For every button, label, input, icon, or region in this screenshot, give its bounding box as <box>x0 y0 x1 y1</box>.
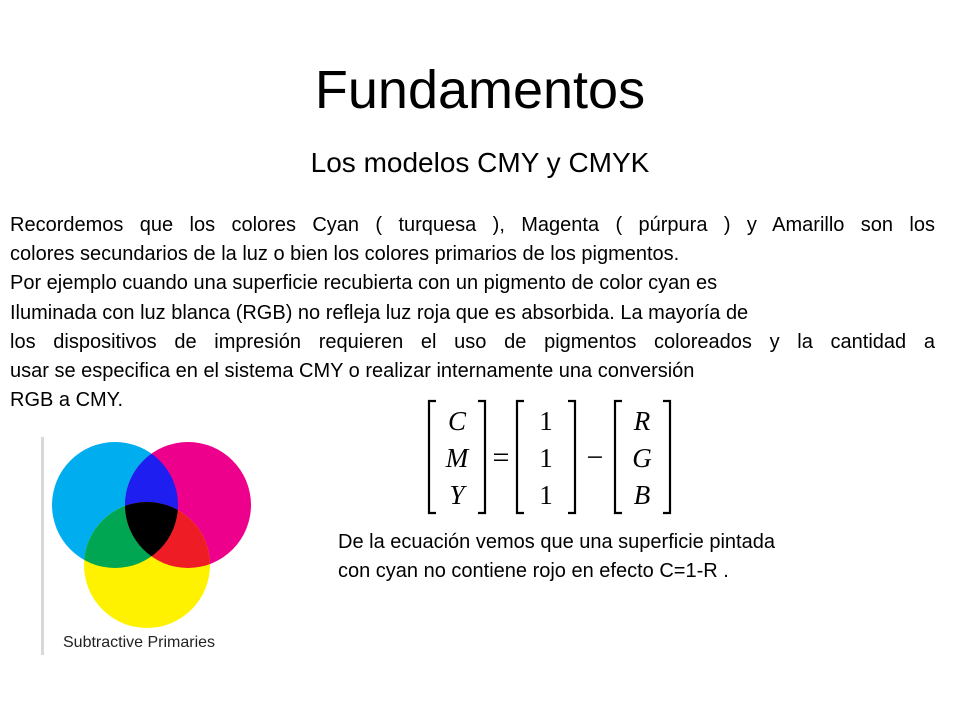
one-1: 1 <box>539 406 553 436</box>
rhs-right-bracket <box>663 401 670 513</box>
slide-subtitle: Los modelos CMY y CMYK <box>310 147 650 178</box>
paragraph-line: Recordemos que los colores Cyan ( turquesa ), Magenta ( púrpura ) y Amarillo son los <box>10 214 935 236</box>
paragraph-line: los dispositivos de impresión requieren el uso de pigmentos coloreados y la cantidad a <box>10 330 935 353</box>
body-paragraph <box>10 211 935 415</box>
lhs-m: M <box>445 443 469 473</box>
cmy-equation <box>424 395 676 519</box>
paragraph-line: Por ejemplo cuando una superficie recubierta con un pigmento de color cyan es <box>10 272 718 295</box>
lhs-right-bracket <box>478 401 485 513</box>
paragraph-line: Iluminada con luz blanca (RGB) no refleja luz roja que es absorbida. La mayoría de <box>10 301 749 324</box>
paragraph-line: usar se especifica en el sistema CMY o realizar internamente una conversión <box>10 360 695 383</box>
lhs-c: C <box>447 406 467 436</box>
one-3: 1 <box>539 480 553 510</box>
equals-sign: = <box>492 441 510 474</box>
ones-left-bracket <box>517 401 524 513</box>
slide-title: Fundamentos <box>314 60 646 120</box>
rhs-left-bracket <box>615 401 622 513</box>
rhs-g: G <box>632 443 652 473</box>
explanation-line: con cyan no contiene rojo en efecto C=1-R . <box>338 560 729 582</box>
minus-sign: − <box>586 441 604 474</box>
one-2: 1 <box>539 443 553 473</box>
equation-explanation <box>338 528 878 586</box>
rhs-r: R <box>633 406 651 436</box>
lhs-left-bracket <box>429 401 436 513</box>
lhs-y: Y <box>449 480 465 510</box>
rhs-b: B <box>633 480 651 510</box>
ones-right-bracket <box>568 401 575 513</box>
venn-caption: Subtractive Primaries <box>63 634 216 651</box>
subtractive-primaries-venn-diagram <box>40 435 255 657</box>
paragraph-line: colores secundarios de la luz o bien los colores primarios de los pigmentos. <box>10 243 680 266</box>
paragraph-line: RGB a CMY. <box>10 389 123 412</box>
explanation-line: De la ecuación vemos que una superficie pintada <box>338 531 775 553</box>
